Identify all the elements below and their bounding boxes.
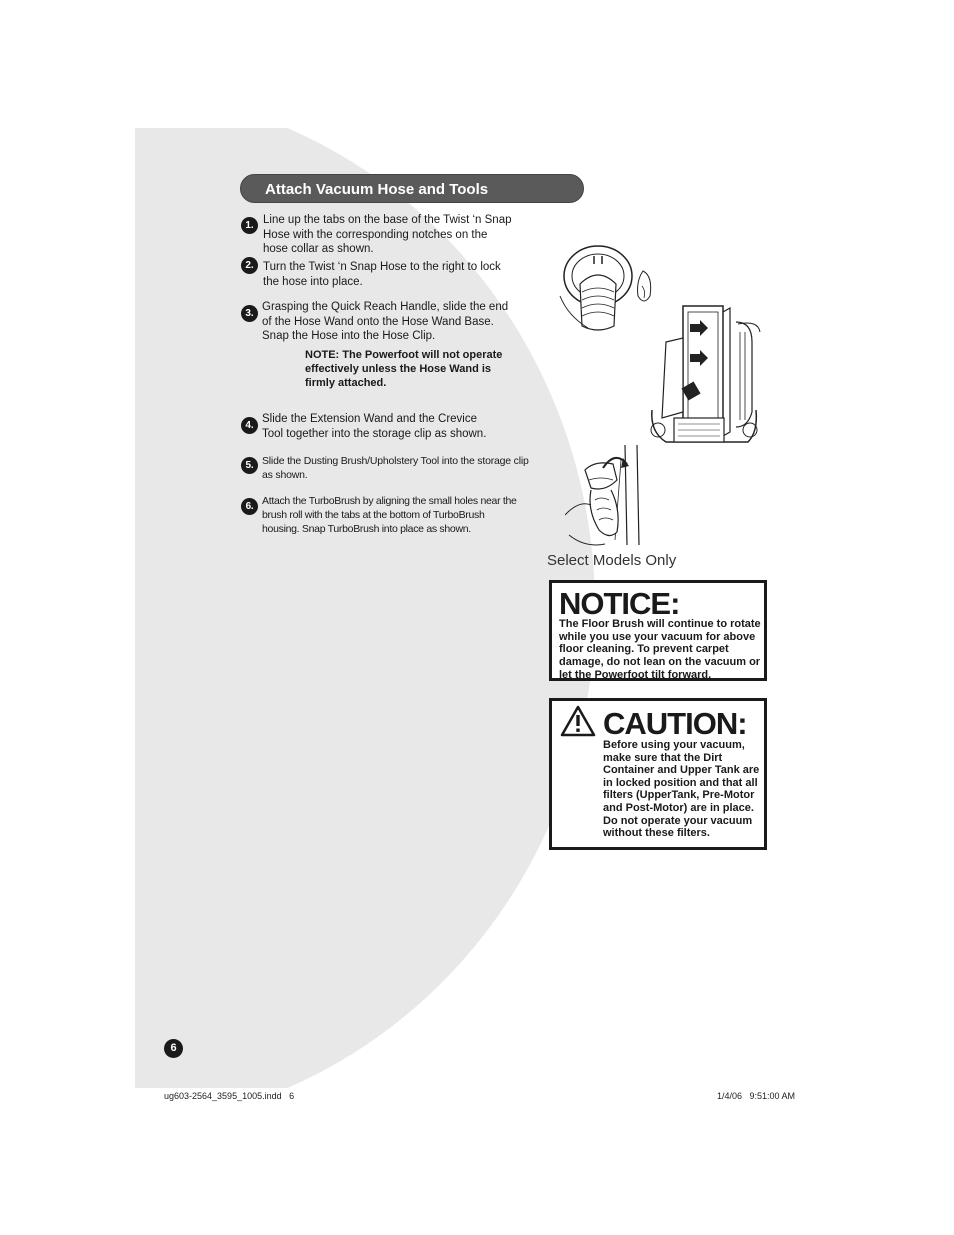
illustration-caption: Select Models Only [547,552,677,569]
step-text-3: Grasping the Quick Reach Handle, slide the end of the Hose Wand onto the Hose Wand Base. Snap the Hose into the Hose Clip. [262,301,509,342]
section-title: Attach Vacuum Hose and Tools [240,174,584,203]
warning-triangle-icon [560,705,596,737]
page-background [135,128,954,1088]
caution-title: CAUTION: [603,706,747,741]
step-text-2: Turn the Twist ‘n Snap Hose to the right to lock the hose into place. [263,261,501,288]
step-text-5: Slide the Dusting Brush/Upholstery Tool into the storage clip as shown. [262,455,529,481]
step-number-4: 4. [241,417,258,434]
step-number-1: 1. [241,217,258,234]
step-text-6: Attach the TurboBrush by aligning the small holes near the brush roll with the tabs at the bottom of TurboBrush housing. Snap TurboBrush into place as shown. [262,495,517,535]
step-text-1: Line up the tabs on the base of the Twist ‘n Snap Hose with the corresponding notches on the hose collar as shown. [263,214,512,255]
turbobrush-attach-illustration [565,440,665,550]
page-number: 6 [164,1039,183,1058]
caution-text: Before using your vacuum, make sure that the Dirt Container and Upper Tank are in locked position and that all filters (UpperTank, Pre-Motor and Post-Motor) are in place. Do not operate your vacuum without these filters. [603,739,760,840]
note-text: NOTE: The Powerfoot will not operate effectively unless the Hose Wand is firmly attached. [305,349,503,389]
step-number-3: 3. [241,305,258,322]
vacuum-tool-storage-illustration [648,302,766,452]
step-number-5: 5. [241,457,258,474]
step-text-4: Slide the Extension Wand and the Crevice Tool together into the storage clip as shown. [262,413,487,440]
notice-box [549,580,767,681]
step-number-2: 2. [241,257,258,274]
step-number-6: 6. [241,498,258,515]
notice-title: NOTICE: [559,586,680,621]
footer-filename: ug603-2564_3595_1005.indd 6 [164,1091,295,1101]
footer-timestamp: 1/4/06 9:51:00 AM [717,1091,796,1101]
notice-text: The Floor Brush will continue to rotate while you use your vacuum for above floor cleaning. To prevent carpet damage, do not lean on the vacuum or let the Powerfoot tilt forward. [559,618,761,681]
caution-box [549,698,767,850]
